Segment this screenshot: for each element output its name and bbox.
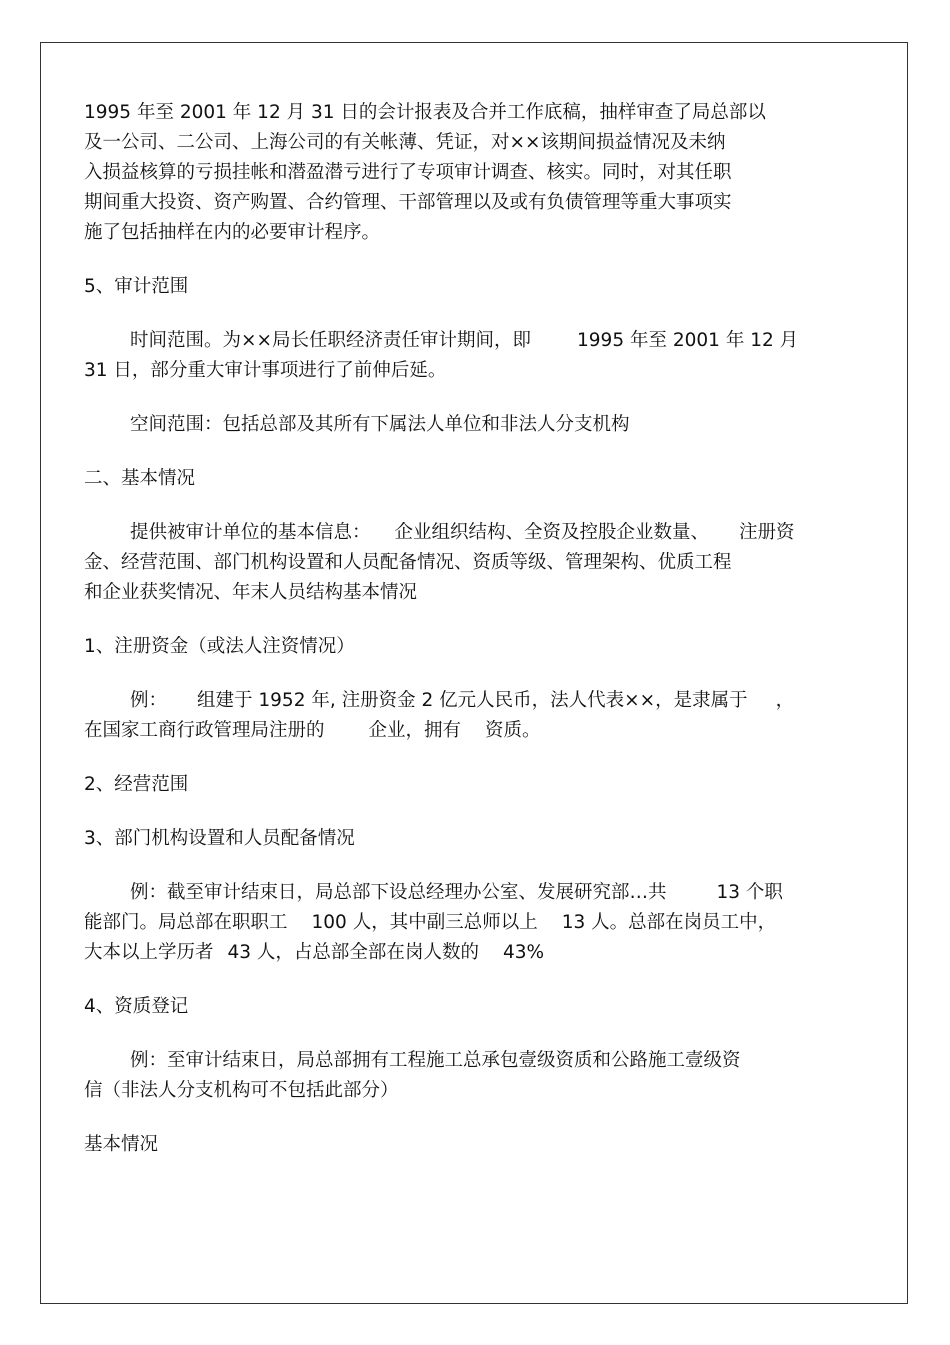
text-segment: 例：截至审计结束日，局总部下设总经理办公室、发展研究部…共 [130,882,667,903]
document-body [84,98,874,1160]
text-segment: 13 人。总部在岗员工中， [561,912,777,933]
paragraph-basic-intro [84,518,874,608]
text-line [84,326,874,356]
text-segment: 例： [130,690,168,711]
heading-basic-situation: 基本情况 [84,1134,159,1155]
text-segment: 能部门。局总部在职职工 [84,912,288,933]
text-segment: 企业组织结构、全资及控股企业数量、 [394,522,710,543]
heading-department-staffing: 3、部门机构设置和人员配备情况 [84,828,355,849]
paragraph-capital-example [84,686,874,746]
heading-business-scope: 2、经营范围 [84,774,189,795]
text-segment: 100 人，其中副三总师以上 [311,912,538,933]
text-line: 及一公司、二公司、上海公司的有关帐薄、凭证，对××该期间损益情况及未纳 [84,132,726,153]
paragraph-time-scope [84,326,874,386]
text-segment: 资质。 [485,720,541,741]
heading-qualification: 4、资质登记 [84,996,189,1017]
text-line: 入损益核算的亏损挂帐和潜盈潜亏进行了专项审计调查、核实。同时，对其任职 [84,162,732,183]
text-segment: 时间范围。为××局长任职经济责任审计期间，即 [130,330,532,351]
text-line [84,878,874,908]
text-line [84,518,874,548]
text-segment: 13 个职 [716,882,783,903]
text-line: 期间重大投资、资产购置、合约管理、干部管理以及或有负债管理等重大事项实 [84,192,732,213]
text-segment: 在国家工商行政管理局注册的 [84,720,325,741]
text-segment: 提供被审计单位的基本信息： [130,522,371,543]
text-segment: 组建于 1952 年, 注册资金 2 亿元人民币，法人代表××，是隶属于 [197,690,748,711]
heading-registered-capital: 1、注册资金（或法人注资情况） [84,636,355,657]
text-line: 施了包括抽样在内的必要审计程序。 [84,222,381,243]
text-line: 31 日，部分重大审计事项进行了前伸后延。 [84,360,447,381]
text-line [84,686,874,716]
paragraph-qualification-example [84,1046,874,1106]
heading-basic-info: 二、基本情况 [84,468,196,489]
text-segment: 43% [502,942,545,963]
text-line [84,938,874,968]
text-line: 信（非法人分支机构可不包括此部分） [84,1080,399,1101]
heading-audit-scope: 5、审计范围 [84,276,189,297]
text-segment: 大本以上学历者 [84,942,214,963]
text-line [84,908,874,938]
text-segment: ， [775,690,795,711]
text-segment: 1995 年至 2001 年 12 月 [577,330,799,351]
text-segment: 43 人，占总部全部在岗人数的 [227,942,479,963]
text-line: 金、经营范围、部门机构设置和人员配备情况、资质等级、管理架构、优质工程 [84,552,732,573]
paragraph-audit-procedure [84,98,874,248]
paragraph-department-example [84,878,874,968]
text-line: 1995 年至 2001 年 12 月 31 日的会计报表及合并工作底稿，抽样审查了局总部以 [84,102,766,123]
text-segment: 企业，拥有 [368,720,462,741]
text-segment: 注册资 [739,522,795,543]
text-line: 和企业获奖情况、年末人员结构基本情况 [84,582,418,603]
text-line [84,716,874,746]
paragraph-space-scope: 空间范围：包括总部及其所有下属法人单位和非法人分支机构 [130,414,630,435]
text-line: 例：至审计结束日，局总部拥有工程施工总承包壹级资质和公路施工壹级资 [130,1050,741,1071]
